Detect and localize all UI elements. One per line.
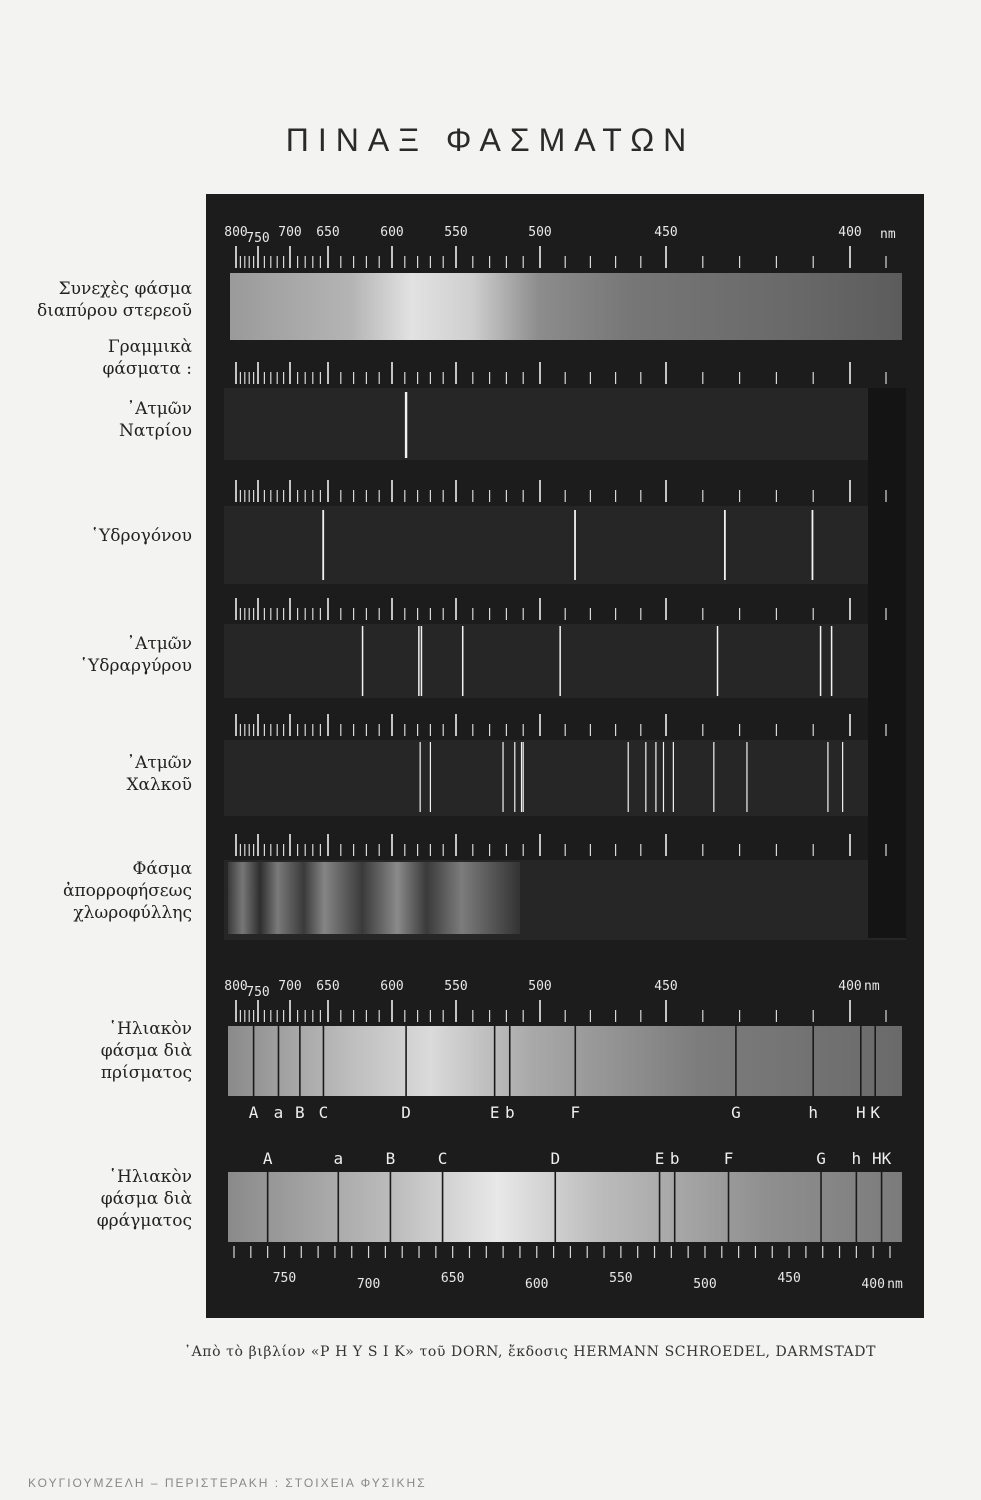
grating-fraunhofer-label: B (385, 1149, 396, 1168)
solar-grating-band (228, 1172, 902, 1242)
solar-prism-band (228, 1026, 902, 1096)
copper-band (224, 740, 906, 816)
hydrogen-band (224, 506, 906, 584)
grating-fraunhofer-label: a (333, 1149, 344, 1168)
mid-scale-tick-label: 700 (278, 979, 302, 994)
ultraviolet-dark-strip (868, 388, 906, 938)
prism-fraunhofer-label: E (489, 1103, 500, 1122)
source-note: ᾿Απὸ τὸ βιβλίον «P H Y S I K» τοῦ DORN, ἔκδοσις HERMANN SCHROEDEL, DARMSTADT (183, 1344, 877, 1360)
mid-scale-tick-label: 400 (838, 979, 862, 994)
top-scale-tick-label: 700 (278, 225, 302, 240)
grating-fraunhofer-label: G (816, 1149, 826, 1168)
bottom-scale-label: 700 (356, 1277, 381, 1292)
label-sodium: ᾿Ατμῶν Νατρίου (119, 399, 192, 441)
prism-fraunhofer-label: h (808, 1103, 819, 1122)
top-scale-tick-label: 500 (528, 225, 552, 240)
spectra-plate (206, 194, 924, 1318)
grating-fraunhofer-label: b (669, 1149, 680, 1168)
grating-fraunhofer-label: C (437, 1149, 448, 1168)
page-title: ΠΙΝΑΞ ΦΑΣΜΑΤΩΝ (285, 122, 696, 158)
mid-scale-tick-label: 550 (444, 979, 468, 994)
label-solar-grating: ῾Ηλιακὸν φάσμα διὰ φράγματος (96, 1167, 192, 1231)
prism-fraunhofer-label: A (248, 1103, 259, 1122)
mid-scale-tick-label: 600 (380, 979, 404, 994)
page-footer: ΚΟΥΓΙΟΥΜΖΕΛΗ – ΠΕΡΙΣΤΕΡΑΚΗ : ΣΤΟΙΧΕΙΑ ΦΥΣΙΚΗΣ (28, 1476, 427, 1490)
prism-fraunhofer-label: D (401, 1103, 411, 1122)
mid-scale-tick-label: 500 (528, 979, 552, 994)
grating-fraunhofer-label: HK (871, 1149, 892, 1168)
label-hydrogen: ῾Υδρογόνου (90, 526, 192, 546)
grating-fraunhofer-label: h (851, 1149, 862, 1168)
top-scale-tick-label: 450 (654, 225, 678, 240)
bottom-scale-label: 400 (861, 1277, 885, 1292)
top-scale-tick-label: 400 (838, 225, 862, 240)
prism-fraunhofer-label: K (870, 1103, 881, 1122)
label-continuous-spectrum: Συνεχὲς φάσμα διαπύρου στερεοῦ (36, 279, 192, 321)
grating-fraunhofer-label: F (723, 1149, 734, 1168)
grating-fraunhofer-label: D (550, 1149, 561, 1168)
label-chlorophyll: Φάσμα ἀπορροφήσεως χλωροφύλλης (63, 859, 192, 923)
continuous-spectrum-band (230, 273, 902, 340)
mercury-band (224, 624, 906, 698)
mid-scale-tick-label: 450 (654, 979, 678, 994)
mid-scale-unit: nm (864, 979, 880, 994)
label-solar-prism: ῾Ηλιακὸν φάσμα διὰ πρίσματος (100, 1019, 192, 1083)
spectra-plate-svg (206, 194, 924, 1318)
grating-fraunhofer-label: E (654, 1149, 665, 1168)
mid-scale-tick-label: 800 (224, 979, 248, 994)
bottom-scale-label: 500 (693, 1277, 717, 1292)
bottom-scale-label: 550 (609, 1271, 633, 1286)
top-scale-tick-label: 600 (380, 225, 404, 240)
mid-scale-tick-label: 650 (316, 979, 340, 994)
label-copper: ᾿Ατμῶν Χαλκοῦ (126, 753, 192, 795)
top-scale-tick-label: 800 (224, 225, 248, 240)
prism-fraunhofer-label: G (731, 1103, 741, 1122)
bottom-scale-unit: nm (887, 1277, 903, 1292)
grating-fraunhofer-label: A (262, 1149, 273, 1168)
prism-fraunhofer-label: a (273, 1103, 284, 1122)
prism-fraunhofer-label: F (570, 1103, 581, 1122)
top-scale-tick-label: 750 (246, 231, 270, 246)
top-scale-tick-label: 550 (444, 225, 468, 240)
label-mercury: ᾿Ατμῶν ῾Υδραργύρου (79, 634, 192, 676)
bottom-scale-label: 650 (440, 1271, 465, 1286)
prism-fraunhofer-label: B (295, 1103, 305, 1122)
sodium-band (224, 388, 906, 460)
label-line-spectra: Γραμμικὰ φάσματα : (102, 337, 192, 379)
top-scale-unit: nm (880, 227, 896, 242)
top-scale-tick-label: 650 (316, 225, 340, 240)
prism-fraunhofer-label: b (504, 1103, 515, 1122)
bottom-scale-label: 450 (777, 1271, 801, 1286)
bottom-scale-label: 600 (525, 1277, 549, 1292)
chlorophyll-absorption-band (228, 862, 520, 934)
mid-scale-tick-label: 750 (246, 985, 270, 1000)
prism-fraunhofer-label: H (855, 1103, 866, 1122)
bottom-scale-label: 750 (272, 1271, 297, 1286)
prism-fraunhofer-label: C (318, 1103, 329, 1122)
